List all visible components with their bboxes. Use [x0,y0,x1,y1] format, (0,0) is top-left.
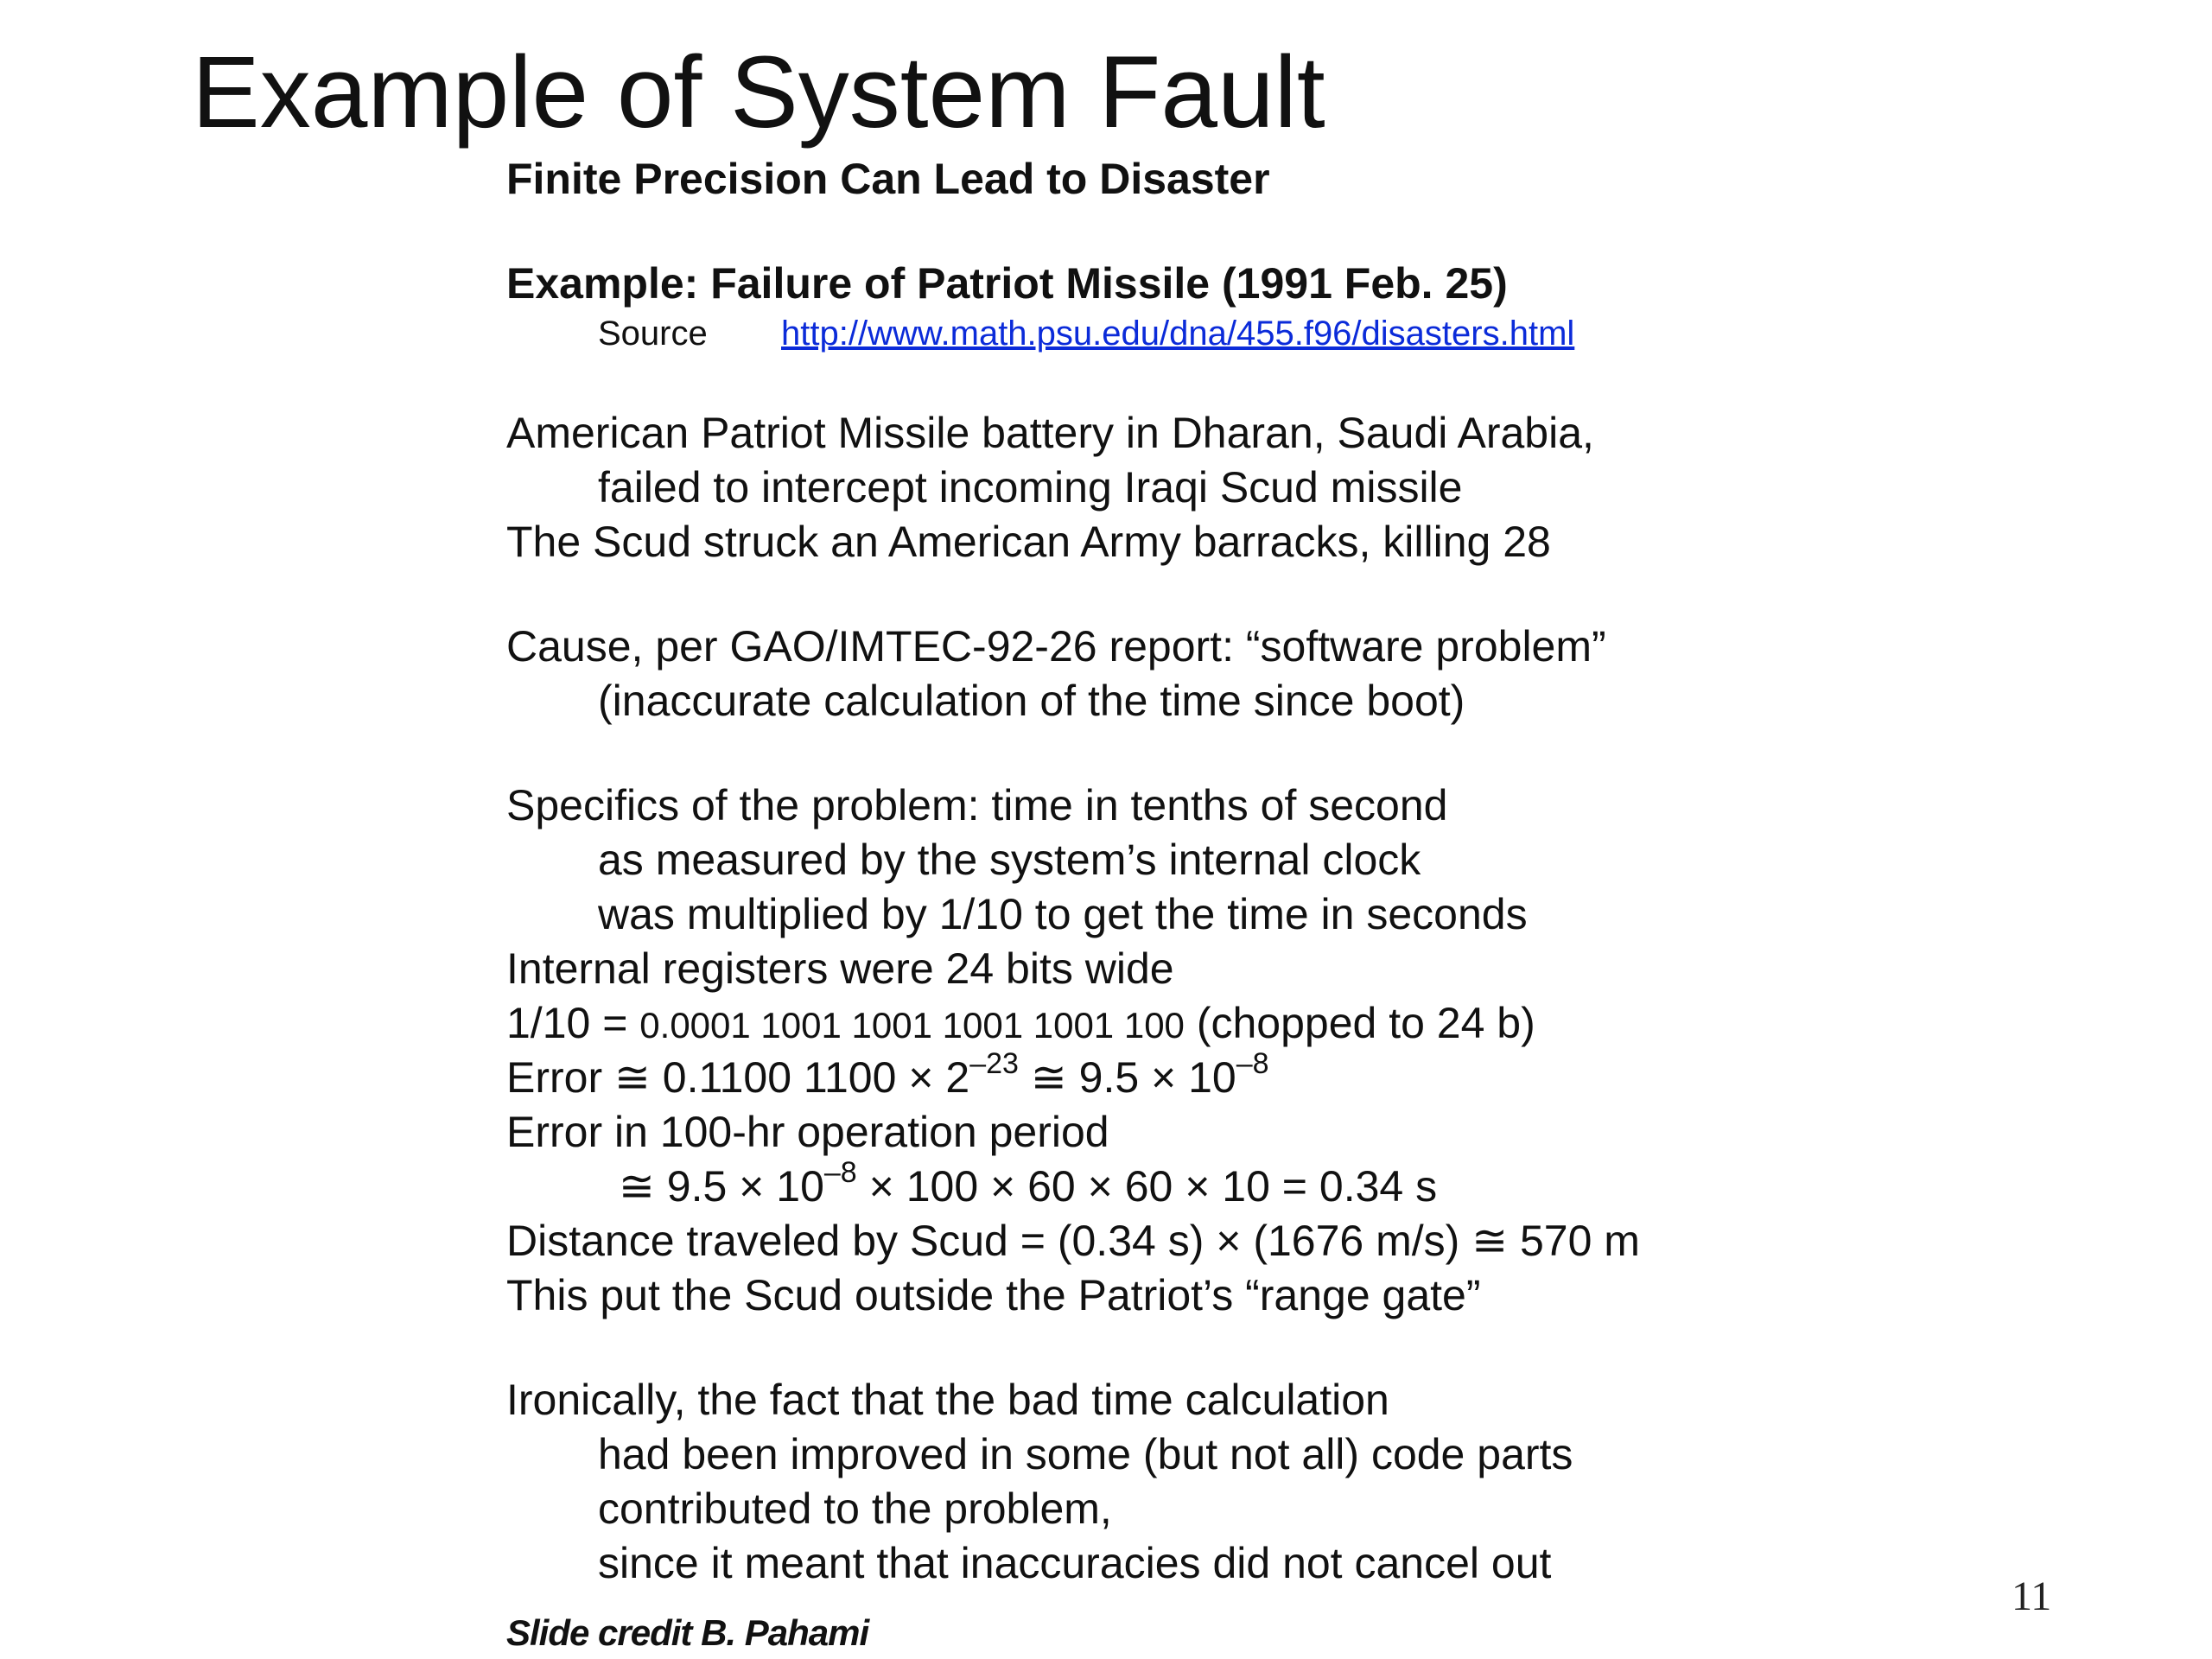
error-line [506,1047,1640,1105]
slide-title: Example of System Fault [192,35,1325,149]
binary-prefix: 1/10 = [506,999,640,1047]
error-calc-rest: × 100 × 60 × 60 × 10 = 0.34 s [856,1162,1438,1211]
incident-line-2: failed to intercept incoming Iraqi Scud missile [598,463,1463,512]
binary-suffix: (chopped to 24 b) [1184,999,1535,1047]
page-number: 11 [2012,1573,2052,1619]
binary-expansion-line [506,996,1640,1051]
specifics-line-2: as measured by the system’s internal clock [598,836,1421,884]
range-gate-line: This put the Scud outside the Patriot’s “range gate” [506,1271,1481,1319]
slide-body [506,152,1640,1591]
source-row [506,311,1640,356]
error-calc-base: ≅ 9.5 × 10 [619,1162,824,1211]
source-label: Source [598,315,708,353]
specifics-line-4: Internal registers were 24 bits wide [506,944,1174,993]
paragraph-ironically [506,1373,1640,1591]
error-exponent-2: –8 [1236,1047,1269,1080]
error-period-line: Error in 100-hr operation period [506,1108,1109,1156]
incident-line-3: The Scud struck an American Army barracks, killing 28 [506,518,1551,566]
ironic-line-1: Ironically, the fact that the bad time calculation [506,1376,1389,1424]
paragraph-incident [506,406,1640,569]
specifics-line-1: Specifics of the problem: time in tenths of second [506,781,1448,830]
paragraph-specifics [506,779,1640,1323]
ironic-line-3: contributed to the problem, [598,1484,1112,1533]
binary-value: 0.0001 1001 1001 1001 1001 100 [639,1005,1185,1046]
error-calc-line [506,1156,1640,1214]
error-exponent-1: –23 [969,1047,1019,1080]
incident-line-1: American Patriot Missile battery in Dharan, Saudi Arabia, [506,409,1594,457]
slide-credit: Slide credit B. Pahami [506,1612,869,1653]
subtitle: Finite Precision Can Lead to Disaster [506,155,1270,203]
ironic-line-4: since it meant that inaccuracies did not cancel out [598,1539,1552,1587]
cause-line-2: (inaccurate calculation of the time since boot) [598,677,1465,725]
specifics-line-3: was multiplied by 1/10 to get the time in seconds [598,890,1528,938]
source-link[interactable]: http://www.math.psu.edu/dna/455.f96/disasters.html [781,315,1575,353]
distance-line: Distance traveled by Scud = (0.34 s) × (1676 m/s) ≅ 570 m [506,1217,1640,1265]
ironic-line-2: had been improved in some (but not all) code parts [598,1430,1573,1478]
example-heading: Example: Failure of Patriot Missile (1991 Feb. 25) [506,259,1508,308]
cause-line-1: Cause, per GAO/IMTEC-92-26 report: “software problem” [506,622,1606,671]
error-base: Error ≅ 0.1100 1100 × 2 [506,1053,970,1102]
error-calc-exponent: –8 [823,1156,857,1189]
error-approx: ≅ 9.5 × 10 [1018,1053,1236,1102]
paragraph-cause [506,620,1640,728]
